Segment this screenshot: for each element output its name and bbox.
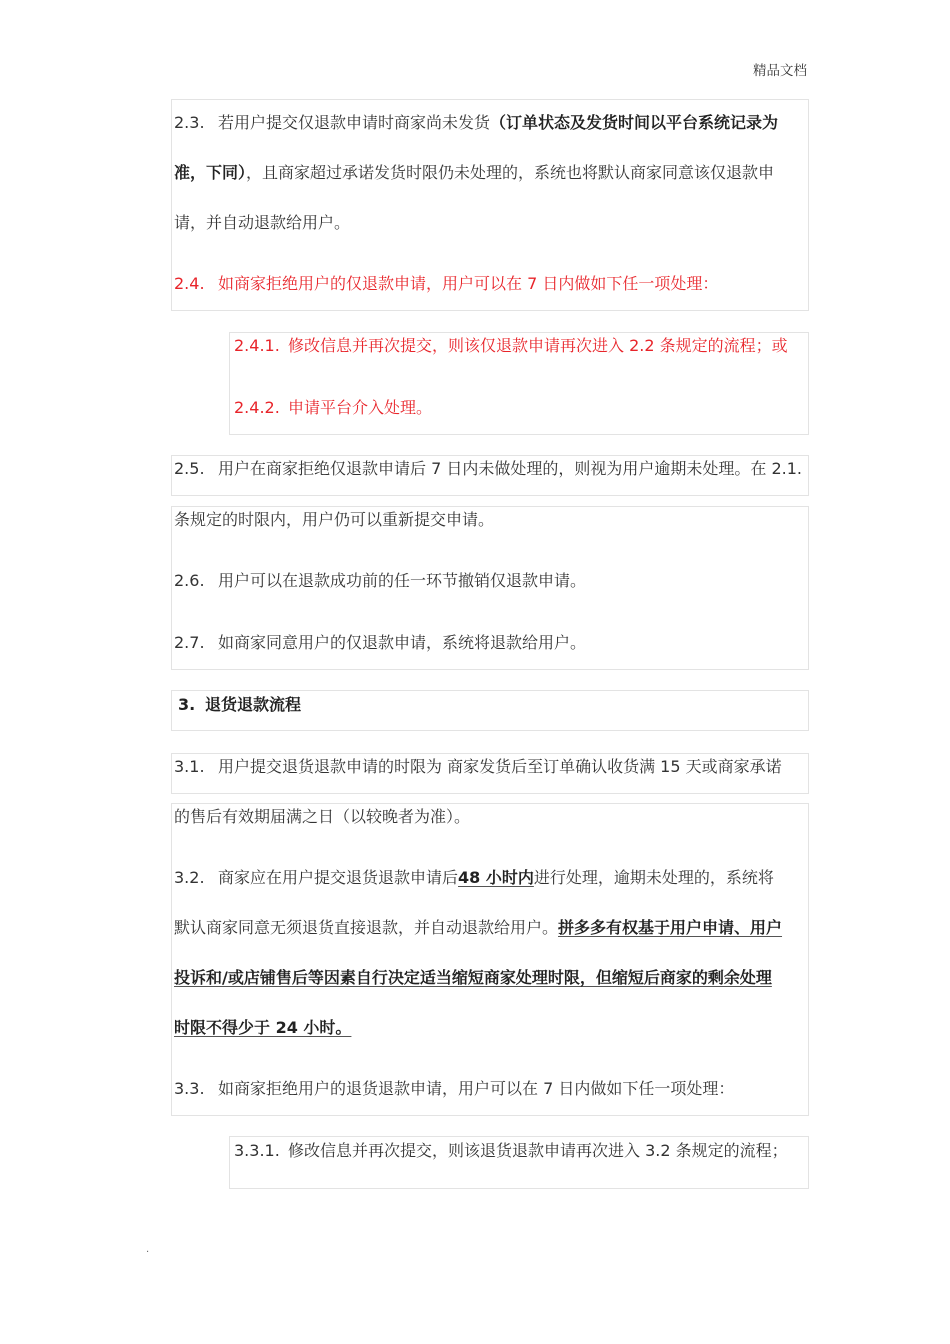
section-number: 3.	[178, 695, 196, 714]
paragraph-2-3-line-1	[174, 113, 778, 133]
clause-number: 2.5.	[174, 459, 205, 478]
clause-text: 条规定的时限内，用户仍可以重新提交申请。	[174, 510, 495, 529]
clause-bold-text: 时限不得少于 24 小时。	[174, 1018, 352, 1037]
paragraph-2-7	[174, 633, 586, 653]
clause-text: 如商家同意用户的仅退款申请，系统将退款给用户。	[218, 633, 587, 652]
paragraph-3-2-line-1	[174, 868, 774, 888]
paragraph-2-3-line-3	[174, 213, 350, 233]
paragraph-3-3	[174, 1079, 734, 1099]
paragraph-2-4-2	[234, 398, 432, 418]
clause-bold-text: 准，下同）	[174, 163, 247, 182]
clause-text: ，且商家超过承诺发货时限仍未处理的，系统也将默认商家同意该仅退款申	[246, 163, 775, 182]
clause-text: 如商家拒绝用户的退货退款申请，用户可以在 7 日内做如下任一项处理：	[218, 1079, 735, 1098]
clause-text: 用户在商家拒绝仅退款申请后 7 日内未做处理的，则视为用户逾期未处理。在 2.1.	[218, 459, 802, 478]
clause-number: 3.2.	[174, 868, 205, 887]
clause-bold-text: 拼多多有权基于用户申请、用户	[558, 918, 783, 937]
clause-text: 申请平台介入处理。	[288, 398, 433, 417]
clause-bold-text: 投诉和/或店铺售后等因素自行决定适当缩短商家处理时限，但缩短后商家的剩余处理	[174, 968, 772, 987]
clause-number: 3.3.	[174, 1079, 205, 1098]
paragraph-2-5-line-2	[174, 510, 494, 530]
clause-text: 如商家拒绝用户的仅退款申请，用户可以在 7 日内做如下任一项处理：	[218, 274, 719, 293]
paragraph-2-4	[174, 274, 718, 294]
clause-text: 修改信息并再次提交，则该退货退款申请再次进入 3.2 条规定的流程；	[288, 1141, 788, 1160]
paragraph-2-5-line-1	[174, 459, 802, 479]
paragraph-3-1-line-2	[174, 807, 470, 827]
paragraph-3-2-line-4	[174, 1018, 351, 1038]
paragraph-2-3-line-2	[174, 163, 774, 183]
paragraph-3-1-line-1	[174, 757, 782, 777]
paragraph-3-2-line-3	[174, 968, 772, 988]
clause-number: 2.4.2.	[234, 398, 280, 417]
paragraph-3-3-1	[234, 1141, 788, 1161]
clause-text: 的售后有效期届满之日（以较晚者为准）。	[174, 807, 471, 826]
clause-bold-text: 48 小时内	[458, 868, 534, 887]
clause-text: 默认商家同意无须退货直接退款，并自动退款给用户。	[174, 918, 559, 937]
paragraph-3-2-line-2	[174, 918, 782, 938]
clause-number: 3.3.1.	[234, 1141, 280, 1160]
clause-text: 若用户提交仅退款申请时商家尚未发货	[218, 113, 491, 132]
paragraph-2-6	[174, 571, 586, 591]
page-header-label: 精品文档	[753, 63, 807, 79]
clause-text: 进行处理，逾期未处理的，系统将	[533, 868, 774, 887]
section-3-heading	[178, 695, 301, 715]
clause-number: 3.1.	[174, 757, 205, 776]
paragraph-2-4-1	[234, 336, 788, 356]
clause-text: 修改信息并再次提交，则该仅退款申请再次进入 2.2 条规定的流程；或	[288, 336, 788, 355]
section-box-3-2	[171, 803, 809, 1116]
section-title: 退货退款流程	[205, 695, 302, 714]
clause-text: 请，并自动退款给用户。	[174, 213, 351, 232]
clause-bold-text: （订单状态及发货时间以平台系统记录为	[490, 113, 779, 132]
clause-number: 2.4.	[174, 274, 205, 293]
clause-number: 2.6.	[174, 571, 205, 590]
clause-text: 用户可以在退款成功前的任一环节撤销仅退款申请。	[218, 571, 587, 590]
clause-text: 用户提交退货退款申请的时限为 商家发货后至订单确认收货满 15 天或商家承诺	[218, 757, 782, 776]
clause-number: 2.4.1.	[234, 336, 280, 355]
clause-text: 商家应在用户提交退货退款申请后	[218, 868, 459, 887]
clause-number: 2.3.	[174, 113, 205, 132]
clause-number: 2.7.	[174, 633, 205, 652]
footer-dot: .	[146, 1244, 150, 1255]
